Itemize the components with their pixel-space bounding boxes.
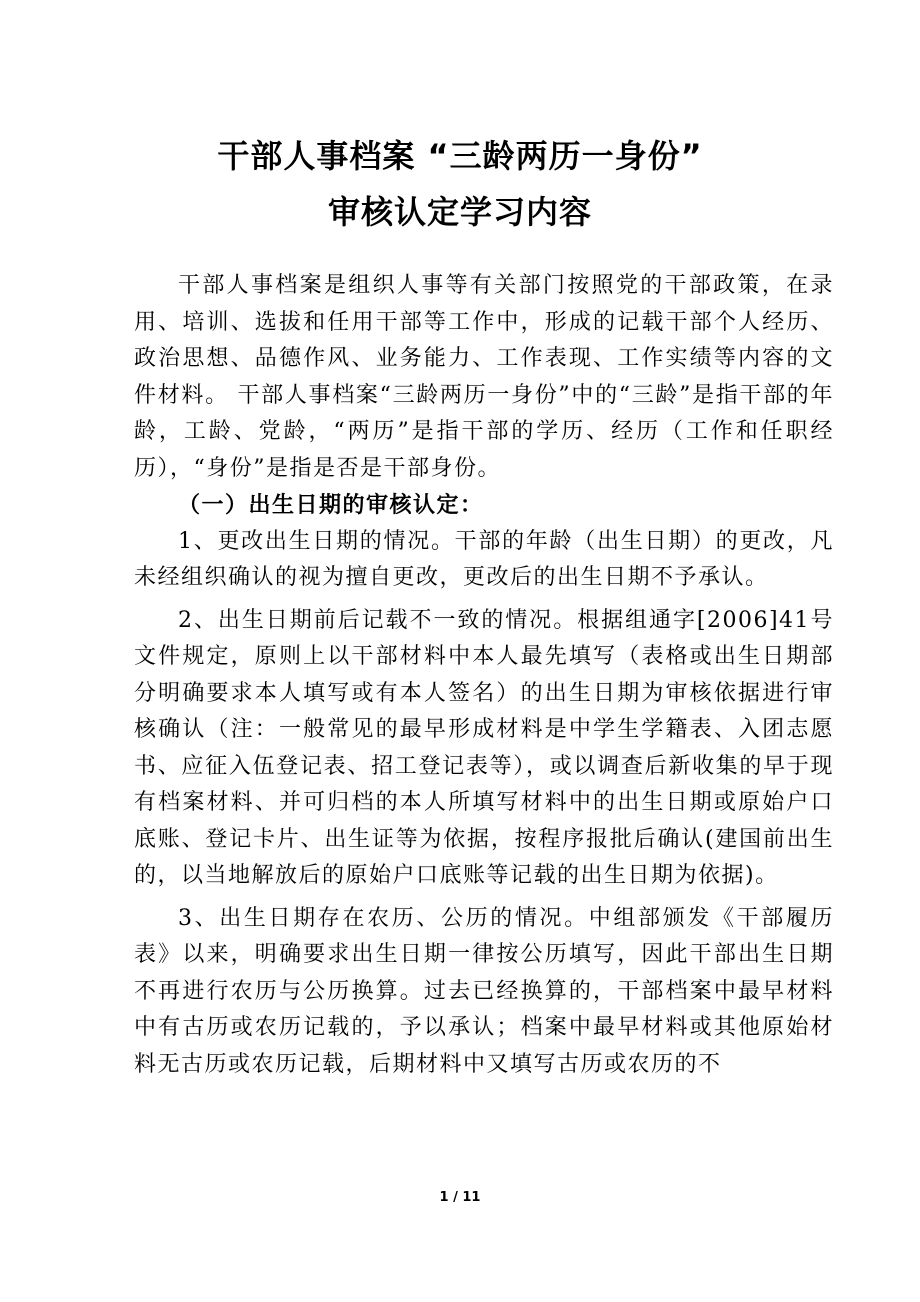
- document-title-line1: 干部人事档案 “三龄两历一身份”: [217, 137, 703, 175]
- body-paragraph: 1、更改出生日期的情况。干部的年龄（出生日期）的更改，凡未经组织确认的视为擅自更改，更改后的出生日期不予承认。: [134, 528, 834, 590]
- page-number: 1 / 11: [439, 1190, 481, 1205]
- intro-paragraph: 干部人事档案是组织人事等有关部门按照党的干部政策，在录用、培训、选拔和任用干部等工作中，形成的记载干部个人经历、政治思想、品德作风、业务能力、工作表现、工作实绩等内容的文件材料。 干部人事档案“三龄两历一身份”中的“三龄”是指干部的年龄，工龄、党龄，“两历”是指干部的学历、经历（工作和任职经历），“身份”是指是否是干部身份。: [134, 273, 834, 481]
- body-paragraph: 3、出生日期存在农历、公历的情况。中组部颁发《干部履历表》以来，明确要求出生日期一律按公历填写，因此干部出生日期不再进行农历与公历换算。过去已经换算的，干部档案中最早材料中有古历或农历记载的，予以承认；档案中最早材料或其他原始材料无古历或农历记载，后期材料中又填写古历或农历的不: [134, 905, 834, 1077]
- body-paragraph: 2、出生日期前后记载不一致的情况。根据组通字[2006]41号文件规定，原则上以干部材料中本人最先填写（表格或出生日期部分明确要求本人填写或有本人签名）的出生日期为审核依据进行审核确认（注：一般常见的最早形成材料是中学生学籍表、入团志愿书、应征入伍登记表、招工登记表等），或以调查后新收集的早于现有档案材料、并可归档的本人所填写材料中的出生日期或原始户口底账、登记卡片、出生证等为依据，按程序报批后确认(建国前出生的，以当地解放后的原始户口底账等记载的出生日期为依据)。: [134, 607, 834, 888]
- document-body: [134, 268, 834, 1083]
- document-title-line2: 审核认定学习内容: [327, 193, 592, 231]
- section-heading: （一）出生日期的审核认定：: [178, 492, 484, 518]
